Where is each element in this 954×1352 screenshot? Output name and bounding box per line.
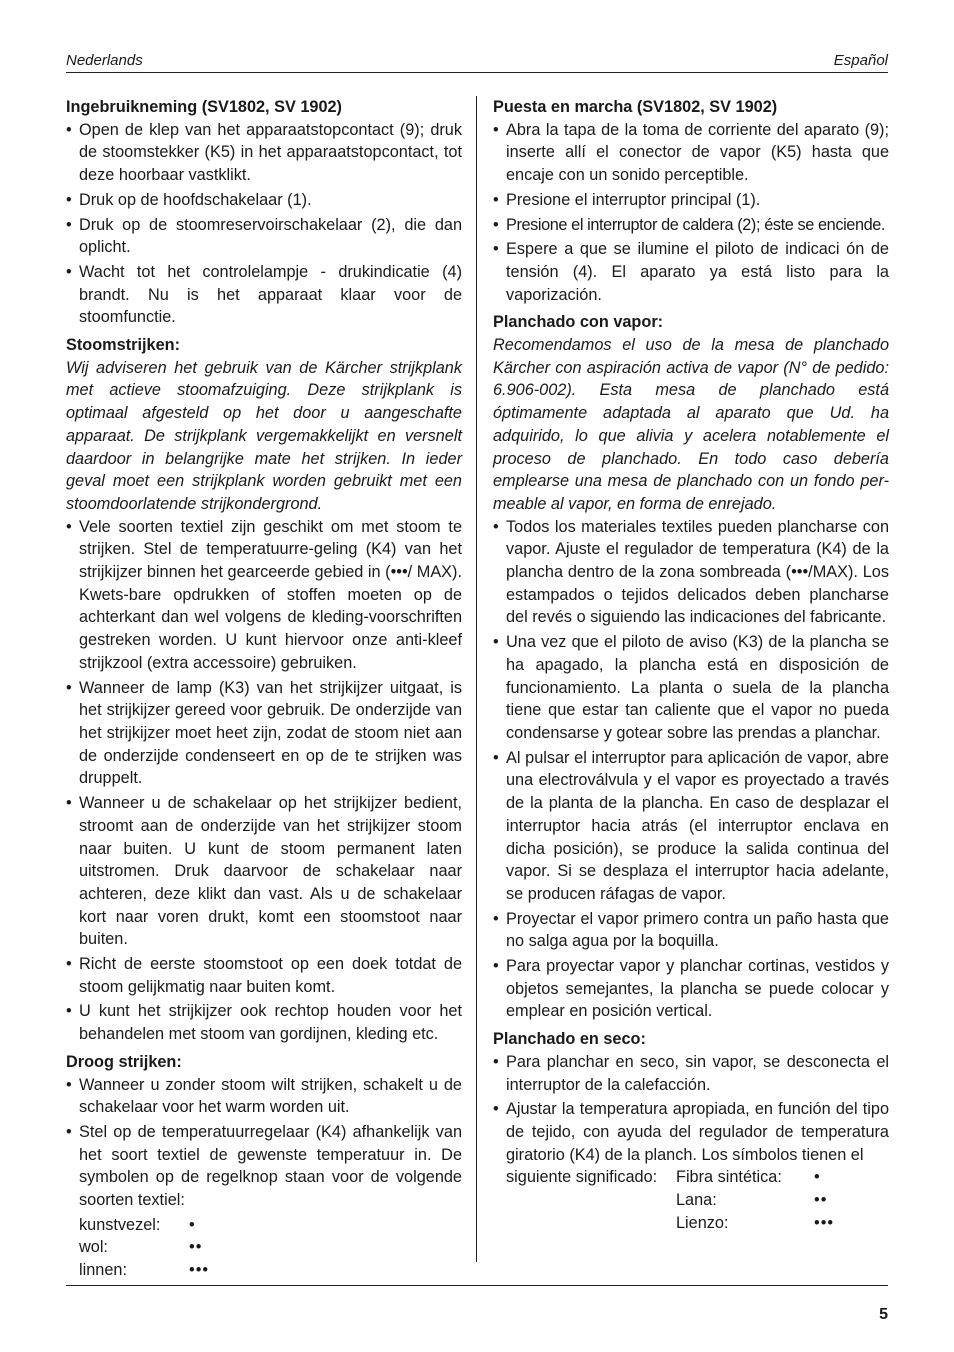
symbol-row: [79, 1214, 462, 1237]
bullet-list: [493, 1051, 889, 1167]
column-nederlands: [66, 96, 462, 1287]
bullet-list: [66, 1074, 462, 1212]
page-number: 5: [879, 1306, 888, 1323]
symbol-label: wol:: [79, 1238, 108, 1257]
section-heading: Stoomstrijken:: [66, 336, 180, 355]
symbol-list: [676, 1166, 889, 1234]
section-heading: Puesta en marcha (SV1802, SV 1902): [493, 98, 778, 116]
section-intro: Recomendamos el uso de la mesa de planchado Kärcher con aspiración activa de vapor (N° de pedido: 6.906-002). Esta mesa de planchado está óptimamente adaptada al aparato que Ud. ha adquirido, lo que alivia y acelera notablemente el proceso de planchado. En todo caso debería emplearse una mesa de planchado con un fondo per-meable al vapor, en forma de enrejado.: [493, 336, 889, 513]
symbol-dots: •: [814, 1168, 821, 1187]
section-intro: Wij adviseren het gebruik van de Kärcher strijkplank met actieve stoomafzuiging. Deze strijkplank is optimaal afgesteld op het door u aangeschafte apparaat. De strijkplank vergemakkelijkt en versnelt daardoor in belangrijke mate het strijken. In ieder geval moet een strijkplank worden gebruikt met een stoomdoorlatende strijkondergrond.: [66, 358, 462, 513]
symbol-label: Lienzo:: [676, 1213, 729, 1232]
list-item: • U kunt het strijkijzer ook rechtop houden voor het behandelen met stoom van gordijnen, kleding etc.: [66, 1002, 462, 1044]
section-puesta-en-marcha: [493, 96, 889, 306]
header-language-right: Español: [833, 52, 888, 69]
list-item: • Richt de eerste stoomstoot op een doek totdat de stoom gelijkmatig naar buiten komt.: [66, 955, 462, 996]
symbol-lead-text: siguiente significado:: [506, 1168, 658, 1187]
symbol-dots: •: [189, 1215, 196, 1234]
bullet-list: [493, 119, 889, 307]
column-espanol: [493, 96, 889, 1239]
header-language-left: Nederlands: [66, 52, 143, 69]
section-heading: Ingebruikneming (SV1802, SV 1902): [66, 98, 342, 116]
footer-rule: [66, 1285, 888, 1286]
symbol-label: Fibra sintética:: [676, 1168, 782, 1187]
symbol-table: [493, 1166, 889, 1234]
section-heading: Planchado en seco:: [493, 1030, 646, 1049]
list-item: • Druk op de stoomreservoirschakelaar (2), die dan oplicht.: [66, 215, 462, 257]
bullet-list: [66, 516, 462, 1046]
list-item: • Todos los materiales textiles pueden plancharse con vapor. Ajuste el regulador de temperatura (K4) de la plancha dentro de la zona sombreada (•••/MAX). Los estampados o tejidos delicados deben plancharse del revés o siguiendo las indicaciones del fabricante.: [493, 517, 889, 627]
list-item: • Wacht tot het controlelampje - drukindicatie (4) brandt. Nu is het apparaat klaar voor de stoomfunctie.: [66, 262, 462, 327]
symbol-dots: •••: [814, 1213, 835, 1232]
list-item: • Druk op de hoofdschakelaar (1).: [66, 190, 312, 209]
list-item: • Vele soorten textiel zijn geschikt om met stoom te strijken. Stel de temperatuurre-geling (K4) van het strijkijzer binnen het gearceerde gebied in (•••/ MAX). Kwets-bare opdrukken of stoffen moeten op de achterkant dan wel volgens de kleding-voorschriften gestreken worden. U kunt hiervoor onze anti-kleef strijkzool (extra accessoire) gebruiken.: [66, 517, 462, 672]
symbol-row: [676, 1212, 889, 1235]
symbol-label: Lana:: [676, 1191, 717, 1210]
list-item: • Wanneer de lamp (K3) van het strijkijzer uitgaat, is het strijkijzer gereed voor gebruik. De onderzijde van het strijkijzer moet heet zijn, zodat de stoom niet aan de onderzijde condenseert en op de te strijken was druppelt.: [66, 678, 462, 788]
symbol-row: [79, 1236, 462, 1259]
list-item: • Una vez que el piloto de aviso (K3) de la plancha se ha apagado, la plancha está en disposición de funcionamiento. La planta o suela de la plancha tiene que estar tan caliente que el vapor no pueda condensarse y gotear sobre las prendas a planchar.: [493, 633, 889, 742]
symbol-dots: ••: [189, 1238, 203, 1257]
column-divider: [476, 96, 477, 1262]
symbol-row: [676, 1166, 889, 1189]
section-heading: Droog strijken:: [66, 1052, 182, 1071]
symbol-row: [676, 1189, 889, 1212]
section-stoomstrijken: [66, 334, 462, 1046]
section-heading: Planchado con vapor:: [493, 313, 664, 332]
header-rule: [66, 72, 888, 73]
symbol-row: [79, 1259, 462, 1282]
symbol-dots: ••: [814, 1191, 828, 1210]
symbol-dots: •••: [189, 1261, 210, 1280]
list-item: • Presione el interruptor de caldera (2); éste se enciende.: [493, 215, 886, 234]
list-item: • Ajustar la temperatura apropiada, en función del tipo de tejido, con ayuda del regulador de temperatura giratorio (K4) de la planch. Los símbolos tienen el: [493, 1100, 889, 1164]
symbol-label: kunstvezel:: [79, 1215, 161, 1234]
symbol-table: [79, 1214, 462, 1282]
section-planchado-con-vapor: [493, 311, 889, 1023]
bullet-list: [66, 119, 462, 329]
list-item: • Abra la tapa de la toma de corriente del aparato (9); inserte allí el conector de vapor (K5) hasta que encaje con un sonido perceptible.: [493, 120, 889, 185]
section-planchado-en-seco: [493, 1028, 889, 1234]
section-droog-strijken: [66, 1051, 462, 1282]
list-item: • Para planchar en seco, sin vapor, se desconecta el interruptor de la calefacción.: [493, 1052, 889, 1094]
list-item: • Wanneer u zonder stoom wilt strijken, schakelt u de schakelaar voor het warm worden uit.: [66, 1075, 462, 1117]
list-item: • Para proyectar vapor y planchar cortinas, vestidos y objetos semejantes, la plancha se puede colocar y emplear en posición vertical.: [493, 957, 889, 1021]
section-ingebruikneming: [66, 96, 462, 329]
list-item: • Al pulsar el interruptor para aplicación de vapor, abre una electroválvula y el vapor es proyectado a través de la planta de la plancha. En caso de desplazar el interruptor hacia atrás (el interruptor enclava en dicha posición), se produce la salida continua del vapor. Si se desplaza el interruptor hacia adelante, se producen ráfagas de vapor.: [493, 748, 889, 903]
list-item: • Wanneer u de schakelaar op het strijkijzer bedient, stroomt aan de onderzijde van het strijkijzer stoom naar buiten. U kunt de stoom permanent laten uitstromen. Druk daarvoor de schakelaar naar achteren, deze klikt dan vast. Als u de schakelaar kort naar voren drukt, komt een stoomstoot naar buiten.: [66, 794, 462, 949]
list-item: • Stel op de temperatuurregelaar (K4) afhankelijk van het soort textiel de gewenste temperatuur in. De symbolen op de regelknop staan voor de volgende soorten textiel:: [66, 1122, 462, 1210]
symbol-label: linnen:: [79, 1261, 127, 1280]
list-item: • Open de klep van het apparaatstopcontact (9); druk de stoomstekker (K5) in het apparaatstopcontact, tot deze hoorbaar vastklikt.: [66, 120, 462, 185]
list-item: • Presione el interruptor principal (1).: [493, 190, 761, 209]
bullet-list: [493, 516, 889, 1023]
list-item: • Proyectar el vapor primero contra un paño hasta que no salga agua por la boquilla.: [493, 909, 889, 951]
list-item: • Espere a que se ilumine el piloto de indicaci ón de tensión (4). El aparato ya está listo para la vaporización.: [493, 240, 889, 304]
